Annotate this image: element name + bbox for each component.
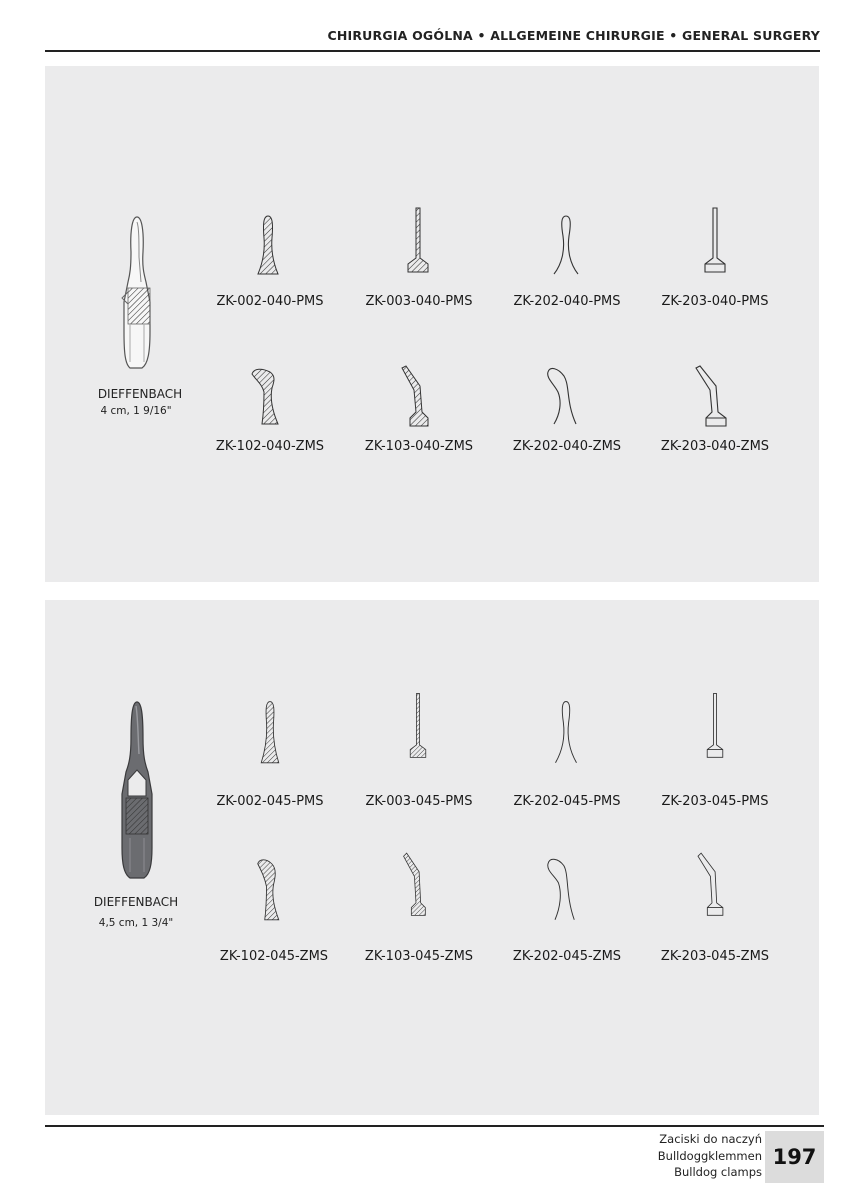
catalog-code: ZK-202-040-ZMS <box>512 439 622 454</box>
footer-category <box>658 1131 762 1181</box>
catalog-code: ZK-103-040-ZMS <box>364 439 474 454</box>
page-number: 197 <box>772 1145 817 1169</box>
catalog-code: ZK-002-040-PMS <box>216 294 324 309</box>
main-instrument-name-1: DIEFFENBACH <box>97 387 183 401</box>
catalog-code: ZK-103-045-ZMS <box>364 949 474 964</box>
page-number-box <box>765 1131 824 1183</box>
catalog-code: ZK-202-040-PMS <box>513 294 621 309</box>
footer-line-english: Bulldog clamps <box>674 1165 762 1179</box>
jaw-profile-icon <box>398 206 438 276</box>
main-instrument-image-2 <box>112 698 162 882</box>
main-instrument-image-1 <box>112 212 162 372</box>
catalog-code: ZK-202-045-ZMS <box>512 949 622 964</box>
catalog-code: ZK-003-040-PMS <box>365 294 473 309</box>
jaw-profile-icon <box>546 698 586 768</box>
curved-jaw-profile-icon <box>396 360 436 430</box>
curved-jaw-profile-icon <box>250 855 290 925</box>
jaw-profile-icon <box>398 692 438 762</box>
jaw-profile-icon <box>695 692 735 762</box>
curved-jaw-profile-icon <box>542 855 582 925</box>
catalog-code: ZK-102-045-ZMS <box>219 949 329 964</box>
curved-jaw-profile-icon <box>692 850 732 920</box>
catalog-code: ZK-003-045-PMS <box>365 794 473 809</box>
main-instrument-name-2: DIEFFENBACH <box>93 895 179 909</box>
catalog-code: ZK-203-045-PMS <box>661 794 769 809</box>
curved-jaw-profile-icon <box>542 362 582 432</box>
footer-rule <box>45 1125 824 1127</box>
curved-jaw-profile-icon <box>396 850 436 920</box>
jaw-profile-icon <box>546 212 586 282</box>
curved-jaw-profile-icon <box>692 360 732 430</box>
page-header-title: CHIRURGIA OGÓLNA • ALLGEMEINE CHIRURGIE • GENERAL SURGERY <box>327 28 820 43</box>
catalog-code: ZK-203-040-ZMS <box>660 439 770 454</box>
catalog-code: ZK-102-040-ZMS <box>215 439 325 454</box>
curved-jaw-profile-icon <box>246 362 286 432</box>
footer-line-polish: Zaciski do naczyń <box>659 1132 762 1146</box>
header-rule <box>45 50 820 52</box>
main-instrument-size-1: 4 cm, 1 9/16" <box>100 405 172 417</box>
jaw-profile-icon <box>248 212 288 282</box>
catalog-code: ZK-203-040-PMS <box>661 294 769 309</box>
catalog-code: ZK-002-045-PMS <box>216 794 324 809</box>
main-instrument-size-2: 4,5 cm, 1 3/4" <box>98 917 174 929</box>
jaw-profile-icon <box>250 698 290 768</box>
catalog-code: ZK-202-045-PMS <box>513 794 621 809</box>
catalog-code: ZK-203-045-ZMS <box>660 949 770 964</box>
footer-line-german: Bulldoggklemmen <box>657 1148 762 1163</box>
jaw-profile-icon <box>695 206 735 276</box>
